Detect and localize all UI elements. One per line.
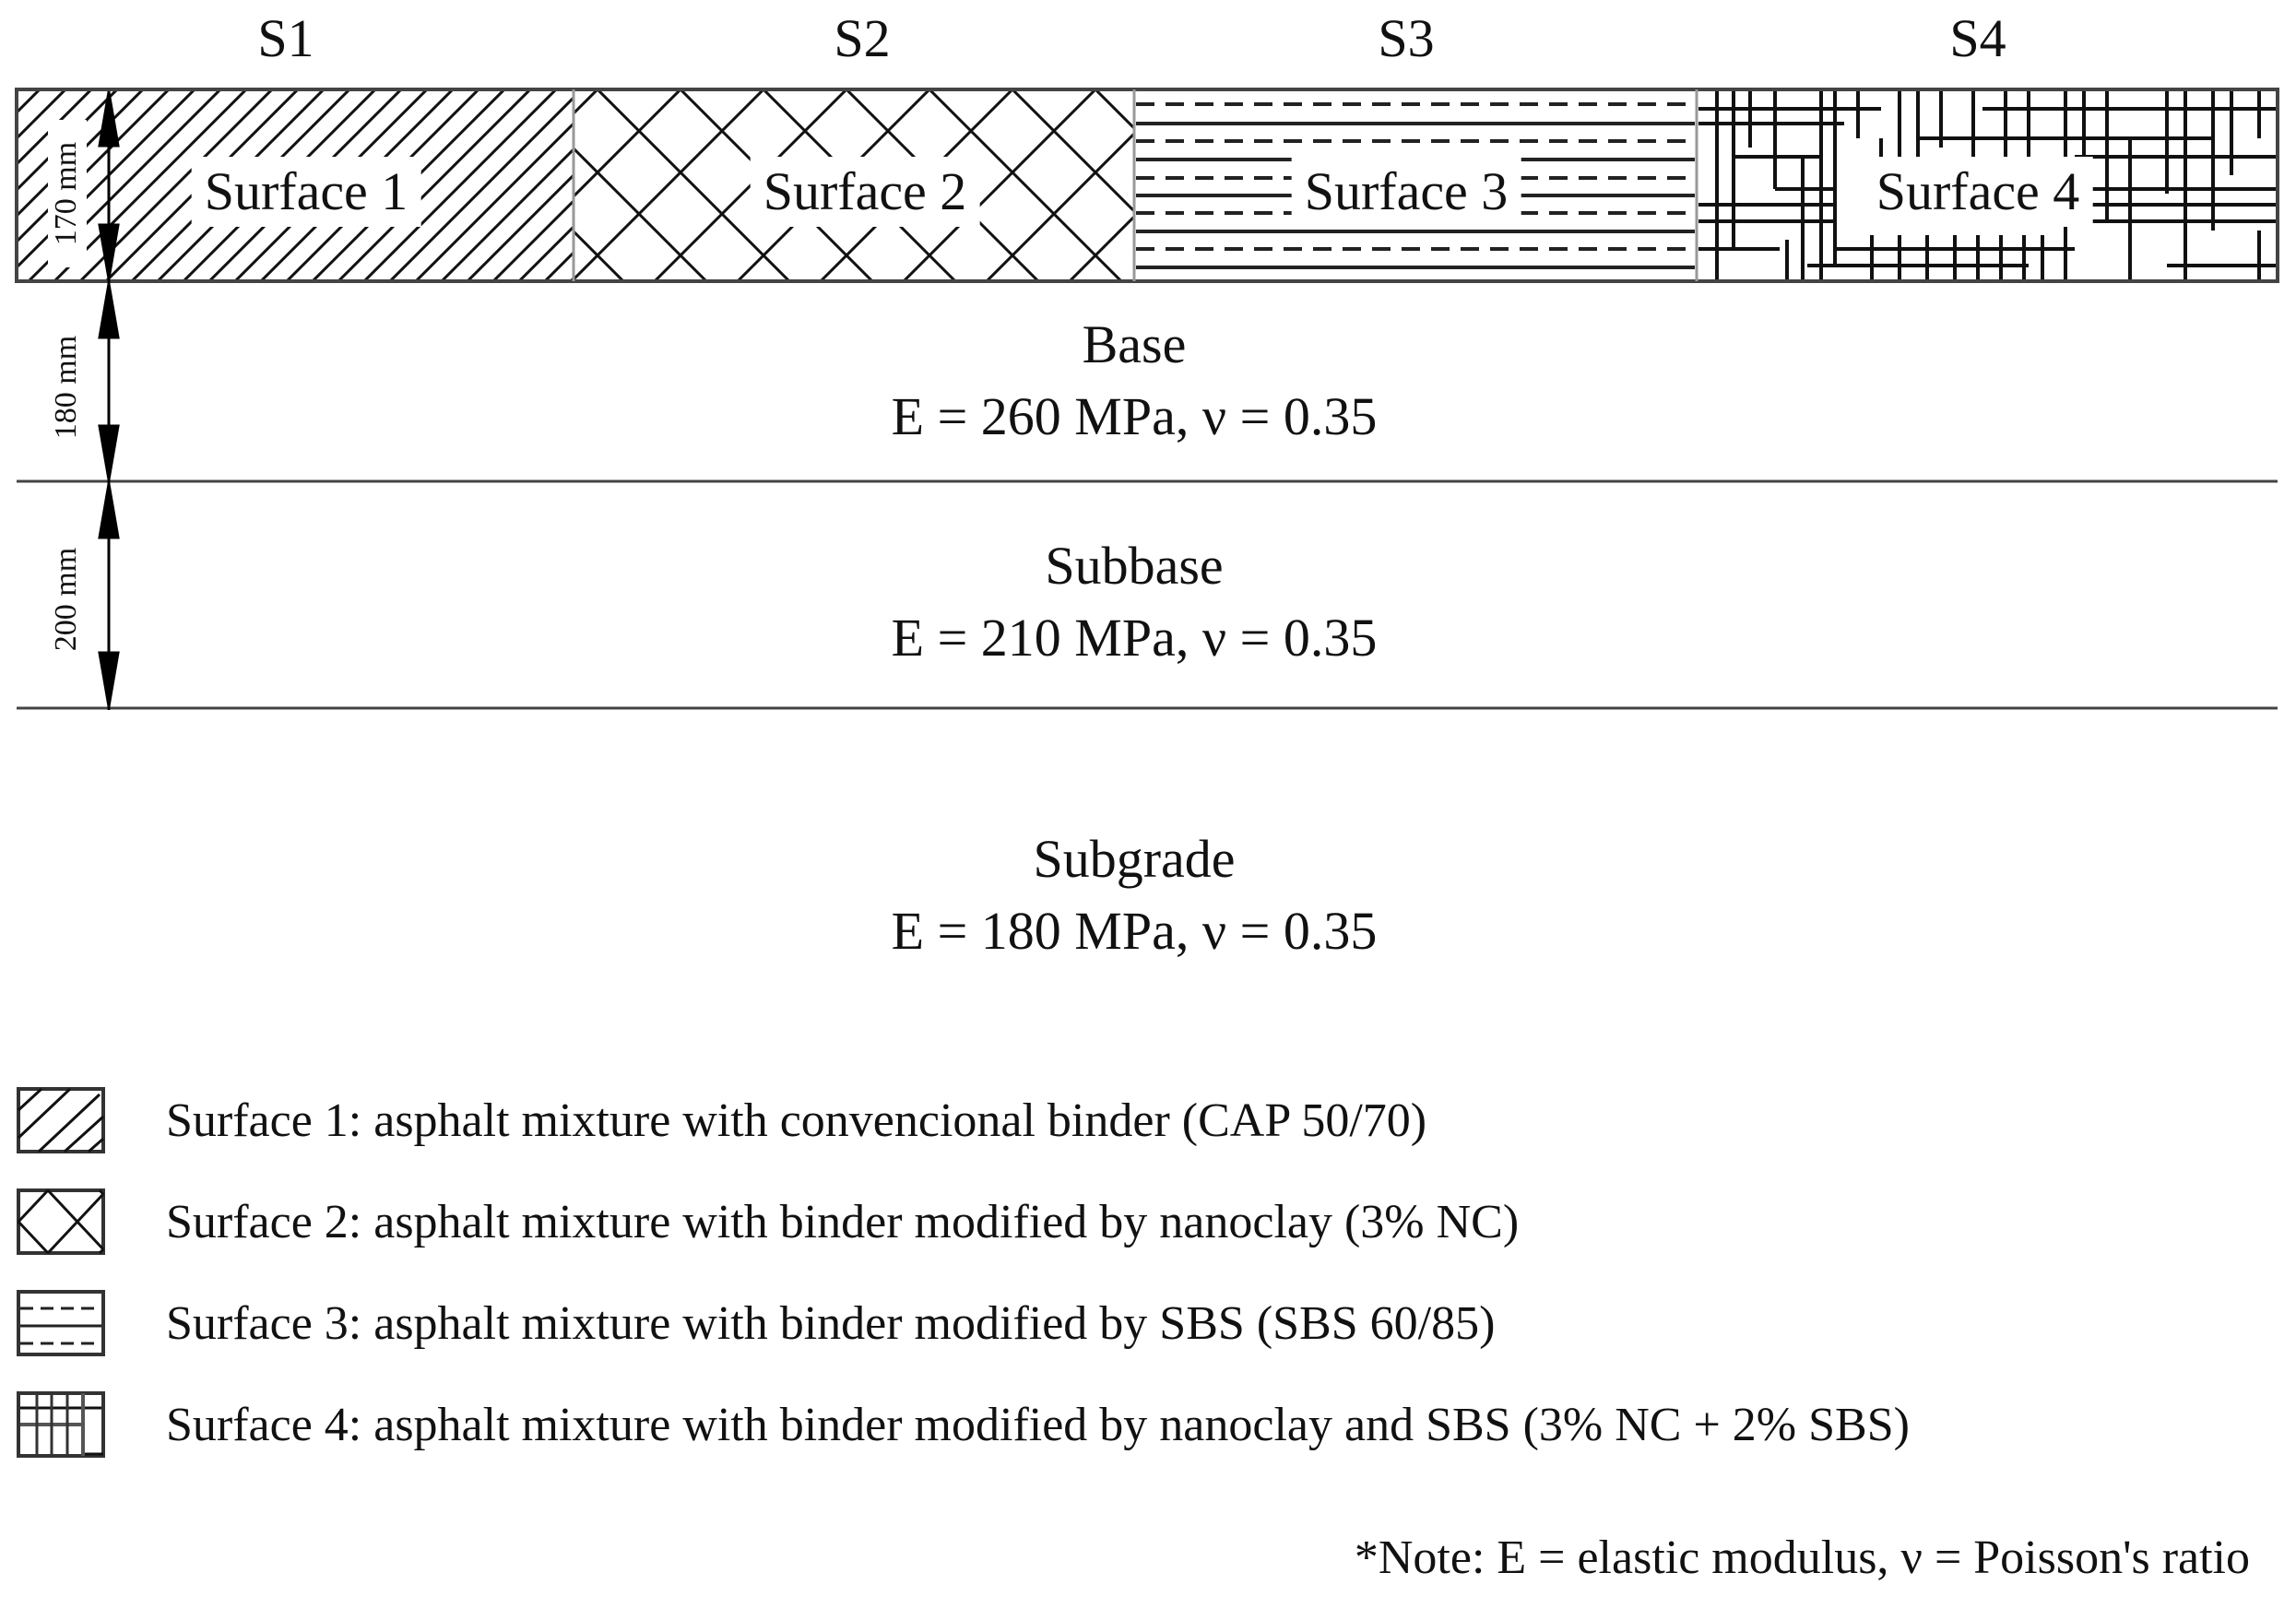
layer-base [892,309,1378,453]
cross-hatch-swatch-icon [17,1188,105,1255]
layer-base-name: Base [1082,314,1187,374]
layer-subbase-properties: E = 210 MPa, ν = 0.35 [891,608,1378,668]
surface-3-label: Surface 3 [1292,157,1521,227]
legend-text-surface-3: Surface 3: asphalt mixture with binder modified by SBS (SBS 60/85) [166,1296,1496,1350]
legend-item-surface-1 [17,1085,1426,1155]
dimension-label-base: 180 mm [49,335,83,440]
column-label-s2: S2 [834,8,891,68]
column-label-s1: S1 [257,8,314,68]
surface-1-label: Surface 1 [192,157,421,227]
layer-subbase-name: Subbase [1045,536,1224,596]
legend-text-surface-2: Surface 2: asphalt mixture with binder modified by nanoclay (3% NC) [166,1195,1520,1248]
legend-text-surface-4: Surface 4: asphalt mixture with binder modified by nanoclay and SBS (3% NC + 2% SBS) [166,1398,1910,1451]
layer-subgrade-properties: E = 180 MPa, ν = 0.35 [891,901,1378,961]
dimension-label-subbase: 200 mm [49,547,83,652]
legend-item-surface-4 [17,1389,1910,1460]
surface-2-label: Surface 2 [751,157,980,227]
layer-subbase [892,530,1378,674]
column-label-s3: S3 [1378,8,1435,68]
diagonal-hatch-swatch-icon [17,1087,105,1153]
footnote: *Note: E = elastic modulus, ν = Poisson's ratio [1354,1531,2250,1584]
surface-4-label: Surface 4 [1864,157,2093,227]
layer-subgrade [892,823,1378,967]
layer-subgrade-name: Subgrade [1033,829,1236,889]
layer-base-properties: E = 260 MPa, ν = 0.35 [891,386,1378,446]
legend-item-surface-3 [17,1288,1495,1358]
legend-text-surface-1: Surface 1: asphalt mixture with convencional binder (CAP 50/70) [166,1094,1427,1147]
legend-item-surface-2 [17,1187,1519,1257]
grid-swatch-icon [17,1391,105,1458]
dashed-lines-swatch-icon [17,1290,105,1356]
column-label-s4: S4 [1949,8,2006,68]
dimension-label-surface: 170 mm [49,141,83,246]
